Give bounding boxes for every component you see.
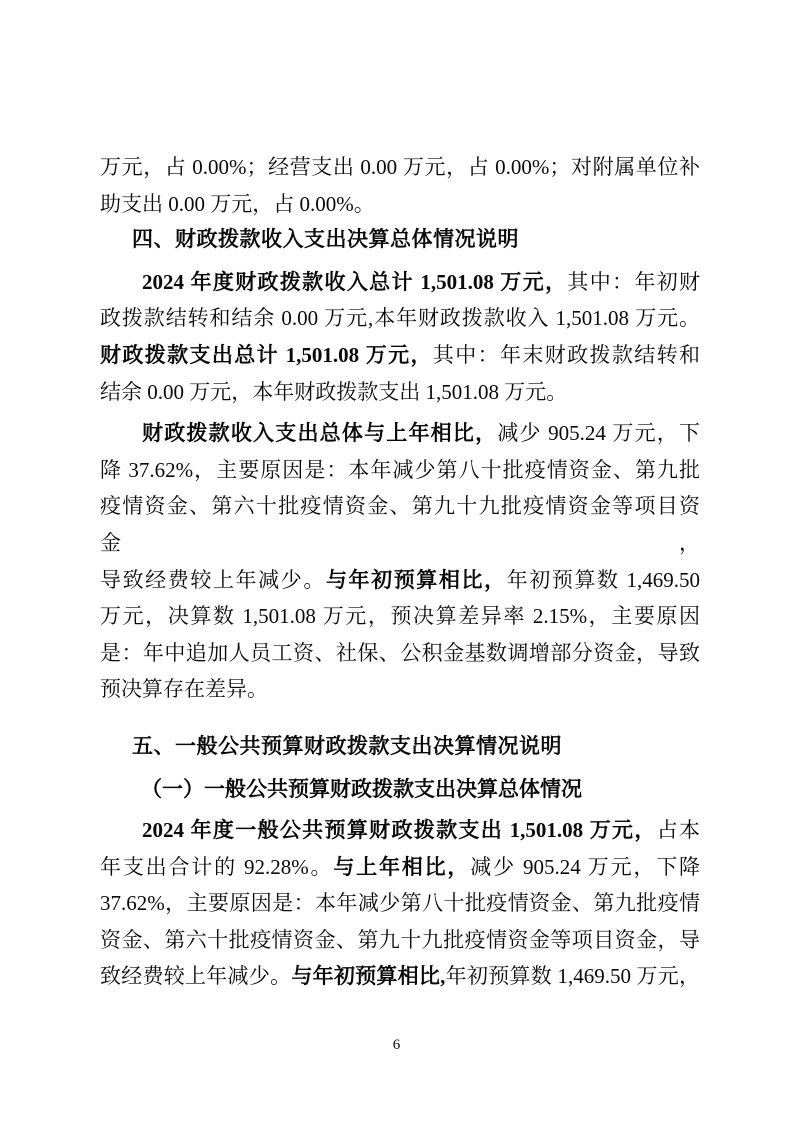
paragraph-block	[100, 812, 700, 995]
text-segment: 占本	[656, 818, 701, 843]
text-segment: 万元，占 0.00%；经营支出 0.00 万元，占 0.00%；对附属单位补	[100, 155, 700, 179]
text-segment: 其中：年初财	[567, 269, 701, 294]
text-line	[100, 300, 700, 337]
text-line	[100, 671, 700, 708]
bold-text-segment: （一）一般公共预算财政拨款支出决算总体情况	[141, 776, 582, 801]
paragraph-block	[100, 149, 700, 222]
bold-text-segment: 四、财政拨款收入支出决算总体情况说明	[132, 228, 519, 252]
text-line	[132, 222, 700, 259]
text-segment: 减少 905.24 万元，下降	[470, 854, 701, 879]
text-line	[100, 635, 700, 672]
paragraph-block	[100, 415, 700, 708]
text-line	[100, 849, 700, 886]
text-segment: 年支出合计的 92.28%。	[100, 854, 334, 879]
bold-text-segment: 与年初预算相比,	[291, 964, 446, 989]
section-heading	[100, 729, 700, 766]
text-segment: 万元，决算数 1,501.08 万元，预决算差异率 2.15%，主要原因	[100, 604, 700, 629]
text-segment: 助支出 0.00 万元，占 0.00%。	[100, 191, 375, 216]
bold-text-segment: 五、一般公共预算财政拨款支出决算情况说明	[132, 734, 562, 758]
text-segment: 致经费较上年减少。	[100, 964, 292, 989]
text-line	[100, 598, 700, 635]
text-line	[100, 452, 700, 489]
text-line	[132, 729, 700, 766]
text-line	[100, 488, 700, 561]
text-line	[100, 264, 700, 301]
text-line	[100, 374, 700, 411]
page-number: 6	[392, 1037, 401, 1053]
text-line	[100, 812, 700, 849]
section-heading	[100, 771, 700, 808]
text-segment: 疫情资金、第六十批疫情资金、第九十九批疫情资金等项目资金，	[100, 494, 700, 555]
text-segment: 37.62%，主要原因是：本年减少第八十批疫情资金、第九批疫情	[100, 891, 700, 916]
bold-text-segment: 财政拨款支出总计 1,501.08 万元，	[100, 342, 433, 367]
bold-text-segment: 与年初预算相比，	[325, 567, 507, 592]
text-line	[100, 415, 700, 452]
text-segment: 年初预算数 1,469.50	[506, 567, 700, 592]
text-line	[100, 922, 700, 959]
text-segment: 其中：年末财政拨款结转和	[432, 342, 700, 367]
text-line	[100, 149, 700, 186]
text-segment: 导致经费较上年减少。	[100, 567, 326, 592]
text-line	[100, 337, 700, 374]
text-line	[100, 885, 700, 922]
text-segment: 减少 905.24 万元，下	[497, 421, 701, 446]
bold-text-segment: 财政拨款收入支出总体与上年相比，	[142, 421, 498, 446]
bold-text-segment: 2024 年度财政拨款收入总计 1,501.08 万元，	[142, 269, 568, 294]
text-segment: 预决算存在差异。	[100, 677, 268, 702]
bold-text-segment: 2024 年度一般公共预算财政拨款支出 1,501.08 万元，	[142, 818, 657, 843]
text-segment: 年初预算数 1,469.50 万元，	[445, 964, 701, 989]
text-line	[100, 186, 700, 223]
text-segment: 降 37.62%，主要原因是：本年减少第八十批疫情资金、第九批	[100, 457, 700, 482]
text-segment: 资金、第六十批疫情资金、第九十九批疫情资金等项目资金，导	[100, 927, 700, 952]
text-line	[100, 562, 700, 599]
section-heading	[100, 222, 700, 259]
text-segment: 结余 0.00 万元，本年财政拨款支出 1,501.08 万元。	[100, 379, 568, 404]
text-segment: 是：年中追加人员工资、社保、公积金基数调增部分资金，导致	[100, 640, 700, 665]
paragraph-block	[100, 264, 700, 410]
text-line	[141, 771, 700, 808]
document-body	[100, 149, 700, 995]
bold-text-segment: 与上年相比，	[333, 854, 471, 879]
text-segment: 政拨款结转和结余 0.00 万元,本年财政拨款收入 1,501.08 万元。	[100, 306, 700, 331]
text-line	[100, 958, 700, 995]
page-footer	[0, 1036, 793, 1054]
